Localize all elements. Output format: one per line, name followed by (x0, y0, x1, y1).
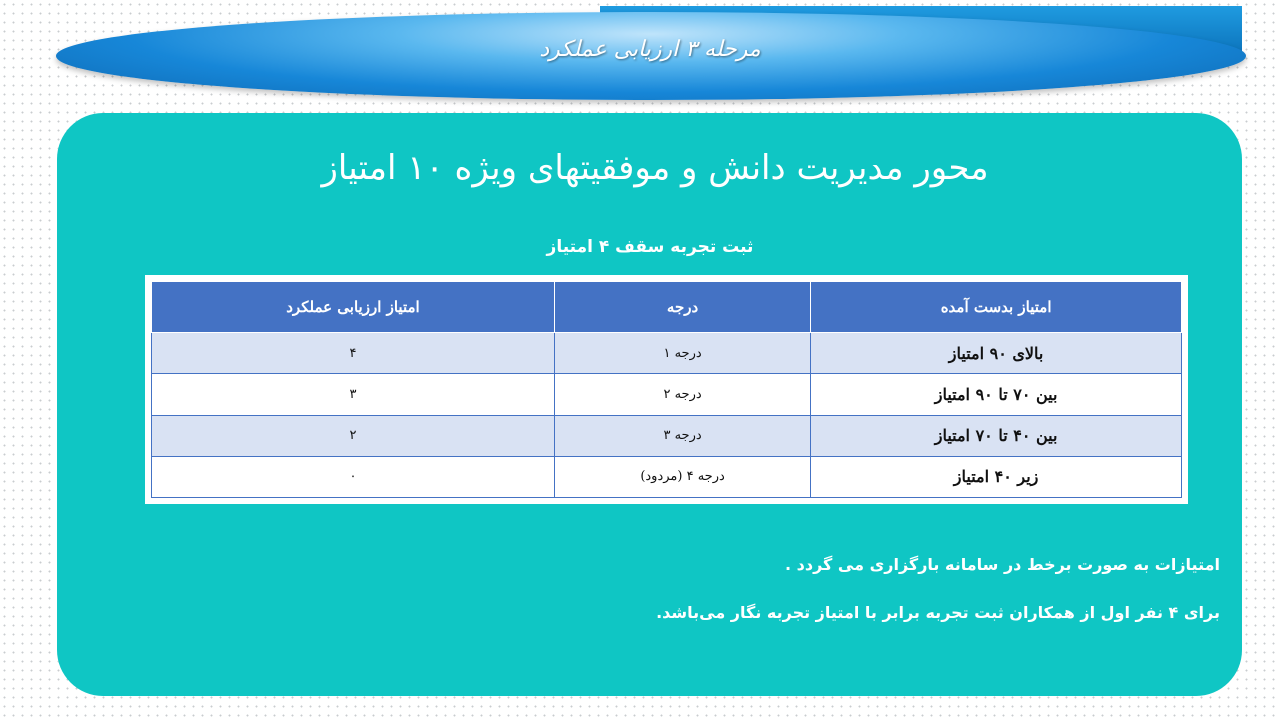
cell-grade: درجه ۳ (554, 415, 810, 456)
banner-title: مرحله ۳ ارزیابی عملکرد (539, 37, 761, 62)
cell-score-range: بین ۴۰ تا ۷۰ امتیاز (811, 415, 1182, 456)
score-table-container (145, 275, 1188, 504)
cell-performance-score: ۳ (152, 374, 555, 415)
note-online-upload: امتیازات به صورت برخط در سامانه بارگزاری می گردد . (785, 555, 1220, 574)
score-table (151, 281, 1182, 498)
cell-score-range: بالای ۹۰ امتیاز (811, 333, 1182, 374)
table-row (152, 415, 1182, 456)
note-first-four-colleagues: برای ۴ نفر اول از همکاران ثبت تجربه برابر با امتیاز تجربه نگار می‌باشد. (656, 603, 1220, 622)
cell-performance-score: ۴ (152, 333, 555, 374)
cell-grade: درجه ۴ (مردود) (554, 456, 810, 497)
cell-score-range: زیر ۴۰ امتیاز (811, 456, 1182, 497)
header-score-obtained: امتیاز بدست آمده (811, 282, 1182, 333)
table-row (152, 374, 1182, 415)
table-header-row (152, 282, 1182, 333)
header-performance-score: امتیاز ارزیابی عملکرد (152, 282, 555, 333)
cell-performance-score: ۰ (152, 456, 555, 497)
cell-grade: درجه ۱ (554, 333, 810, 374)
cell-grade: درجه ۲ (554, 374, 810, 415)
main-title: محور مدیریت دانش و موفقیتهای ویژه ۱۰ امتیاز (321, 148, 989, 188)
table-row (152, 333, 1182, 374)
subtitle: ثبت تجربه سقف ۴ امتیاز (546, 237, 754, 257)
cell-performance-score: ۲ (152, 415, 555, 456)
table-row (152, 456, 1182, 497)
cell-score-range: بین ۷۰ تا ۹۰ امتیاز (811, 374, 1182, 415)
header-grade: درجه (554, 282, 810, 333)
